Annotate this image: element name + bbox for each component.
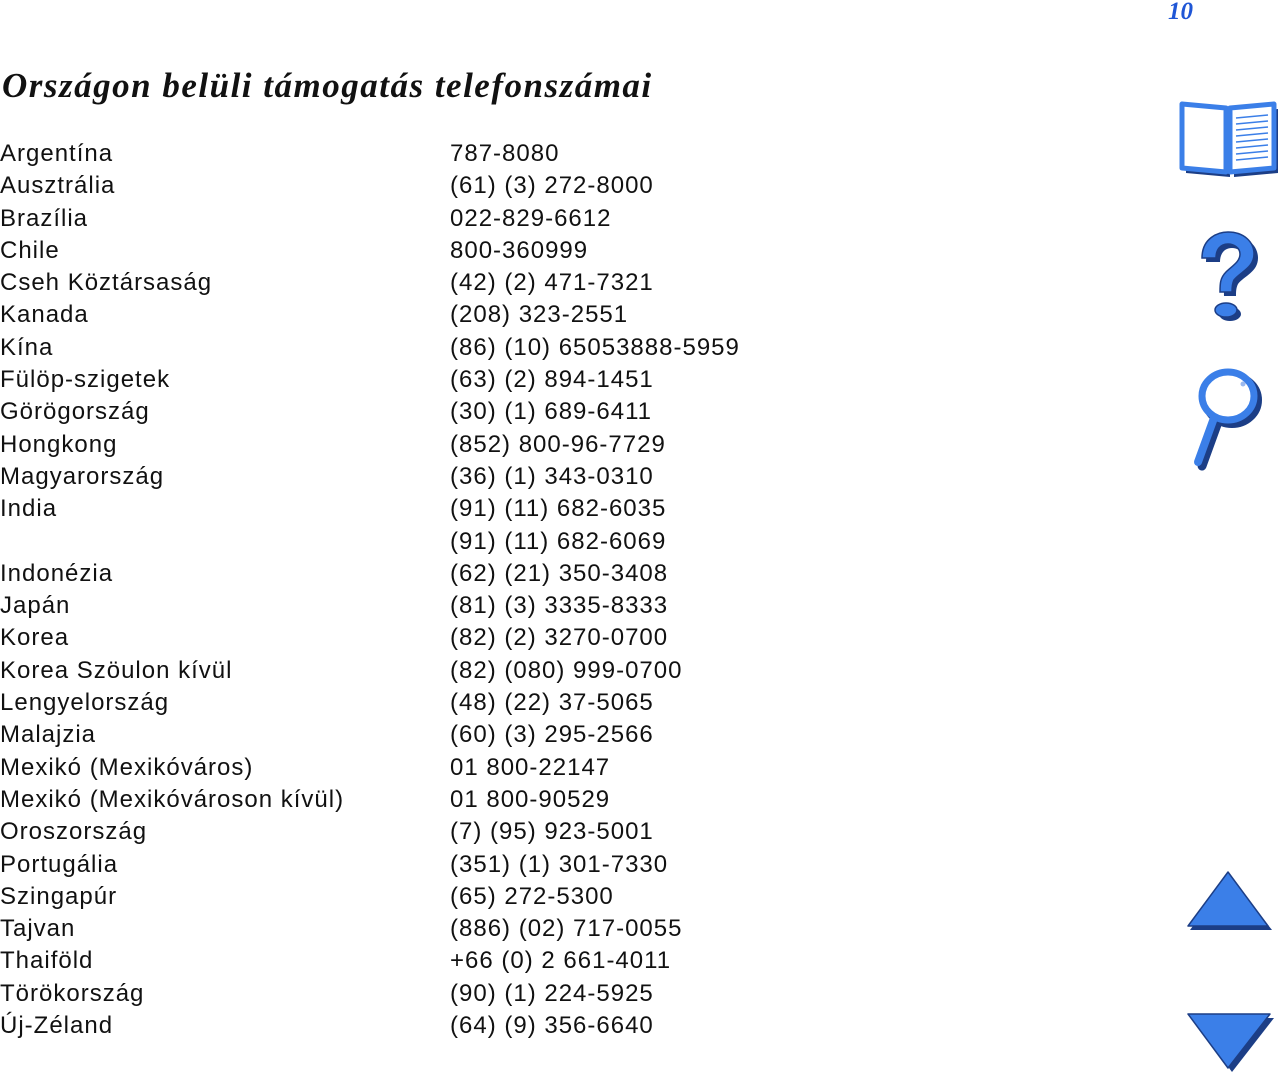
phone-number: (81) (3) 3335-8333 — [450, 592, 669, 620]
phone-number: (91) (11) 682-6069 — [450, 527, 667, 555]
country-name: Törökország — [0, 979, 145, 1007]
next-page-button[interactable] — [1186, 1012, 1276, 1081]
phone-row — [0, 945, 900, 977]
phone-number: (7) (95) 923-5001 — [450, 818, 654, 846]
phone-row — [0, 719, 900, 751]
phone-number: (42) (2) 471-7321 — [450, 269, 654, 297]
phone-number: (63) (2) 894-1451 — [450, 366, 654, 394]
phone-number: (60) (3) 295-2566 — [450, 721, 654, 749]
phone-row — [0, 978, 900, 1010]
phone-number: +66 (0) 2 661-4011 — [450, 947, 672, 975]
phone-row — [0, 299, 900, 331]
country-name: Tajvan — [0, 915, 76, 943]
phone-number: (82) (2) 3270-0700 — [450, 624, 669, 652]
phone-row — [0, 752, 900, 784]
country-name: Indonézia — [0, 559, 114, 587]
previous-page-button[interactable] — [1186, 870, 1276, 939]
book-icon — [1178, 98, 1279, 178]
phone-number: (86) (10) 65053888-5959 — [450, 333, 740, 361]
phone-row — [0, 622, 900, 654]
country-name: Lengyelország — [0, 689, 170, 717]
help-button[interactable] — [1192, 228, 1262, 333]
page-number: 10 — [1168, 0, 1193, 25]
country-name: Portugália — [0, 850, 119, 878]
country-name: Korea — [0, 624, 70, 652]
country-name: Hongkong — [0, 430, 118, 458]
question-mark-icon — [1192, 228, 1262, 328]
phone-number: (65) 272-5300 — [450, 882, 614, 910]
phone-row — [0, 493, 900, 525]
phone-number: (886) (02) 717-0055 — [450, 915, 683, 943]
phone-number: 01 800-22147 — [450, 753, 611, 781]
phone-number: (36) (1) 343-0310 — [450, 462, 654, 490]
phone-number: (90) (1) 224-5925 — [450, 979, 654, 1007]
phone-row — [0, 526, 900, 558]
down-triangle-icon — [1186, 1012, 1276, 1076]
phone-row — [0, 364, 900, 396]
phone-row — [0, 655, 900, 687]
phone-number: (64) (9) 356-6640 — [450, 1012, 654, 1040]
phone-number: (30) (1) 689-6411 — [450, 398, 652, 426]
phone-row — [0, 816, 900, 848]
phone-row — [0, 429, 900, 461]
phone-number: (351) (1) 301-7330 — [450, 850, 669, 878]
country-name: Mexikó (Mexikóvároson kívül) — [0, 785, 345, 813]
country-name: Magyarország — [0, 462, 165, 490]
country-name: Korea Szöulon kívül — [0, 656, 233, 684]
phone-row — [0, 558, 900, 590]
phone-row — [0, 138, 900, 170]
phone-row — [0, 461, 900, 493]
phone-number: (82) (080) 999-0700 — [450, 656, 683, 684]
phone-row — [0, 235, 900, 267]
phone-row — [0, 396, 900, 428]
phone-number: 01 800-90529 — [450, 785, 611, 813]
phone-row — [0, 881, 900, 913]
country-name: Görögország — [0, 398, 150, 426]
phone-number: 800-360999 — [450, 236, 589, 264]
phone-number: (852) 800-96-7729 — [450, 430, 666, 458]
country-name: Kína — [0, 333, 54, 361]
phone-number: (48) (22) 37-5065 — [450, 689, 654, 717]
magnifier-icon — [1190, 366, 1262, 472]
phone-row — [0, 170, 900, 202]
country-name: Kanada — [0, 301, 89, 329]
phone-number: (208) 323-2551 — [450, 301, 629, 329]
phone-row — [0, 687, 900, 719]
country-name: Oroszország — [0, 818, 148, 846]
country-name: Fülöp-szigetek — [0, 366, 171, 394]
phone-row — [0, 1010, 900, 1042]
phone-row — [0, 590, 900, 622]
phone-row — [0, 913, 900, 945]
country-name: India — [0, 495, 58, 523]
country-name: Mexikó (Mexikóváros) — [0, 753, 254, 781]
phone-row — [0, 332, 900, 364]
up-triangle-icon — [1186, 870, 1276, 934]
phone-number: (61) (3) 272-8000 — [450, 172, 654, 200]
contents-button[interactable] — [1178, 98, 1279, 183]
phone-number: 787-8080 — [450, 140, 560, 167]
phone-row — [0, 849, 900, 881]
country-name: Malajzia — [0, 721, 97, 749]
country-name: Chile — [0, 236, 60, 264]
country-name: Cseh Köztársaság — [0, 269, 213, 297]
country-name: Japán — [0, 592, 71, 620]
phone-number: (62) (21) 350-3408 — [450, 559, 669, 587]
phone-number: (91) (11) 682-6035 — [450, 495, 667, 523]
navigation-toolbar — [1170, 90, 1279, 1072]
country-name: Argentína — [0, 140, 114, 167]
phone-number: 022-829-6612 — [450, 204, 612, 232]
country-name: Ausztrália — [0, 172, 116, 200]
country-name: Szingapúr — [0, 882, 118, 910]
page-title: Országon belüli támogatás telefonszámai — [2, 66, 653, 105]
country-name: Új-Zéland — [0, 1012, 114, 1040]
country-name: Brazília — [0, 204, 89, 232]
search-button[interactable] — [1190, 366, 1262, 477]
country-name: Thaiföld — [0, 947, 94, 975]
phone-row — [0, 267, 900, 299]
phone-row — [0, 784, 900, 816]
phone-list — [0, 138, 900, 1042]
phone-row — [0, 203, 900, 235]
